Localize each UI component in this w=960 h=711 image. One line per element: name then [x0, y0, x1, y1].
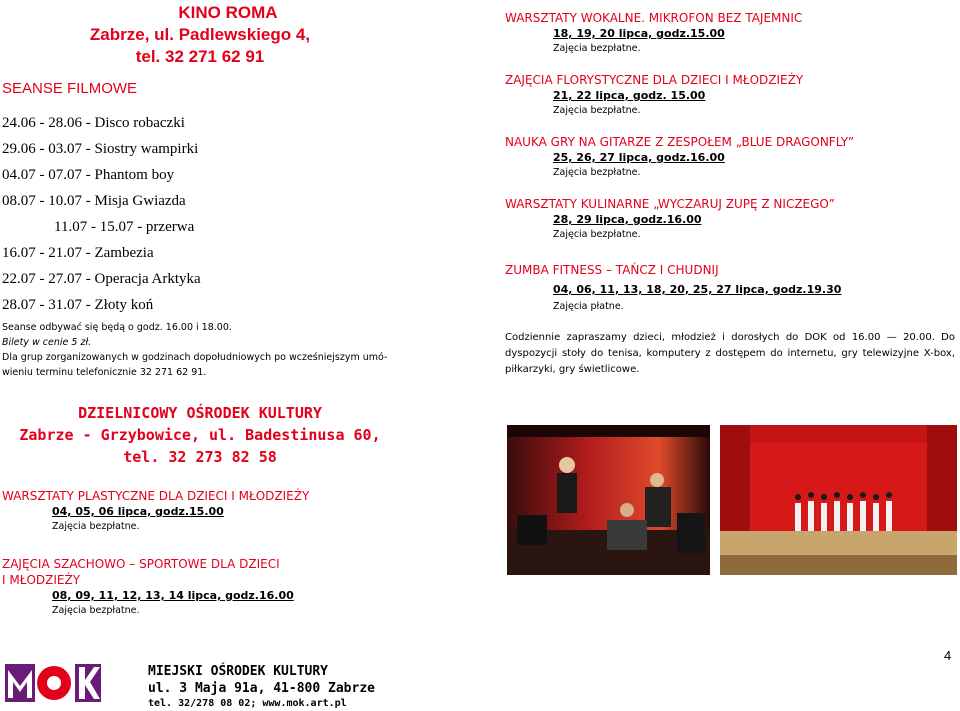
workshop-title: WARSZTATY KULINARNE „WYCZARUJ ZUPĘ Z NICZEGO” [505, 197, 835, 211]
note-groups-2: wieniu terminu telefonicznie 32 271 62 91. [2, 367, 207, 378]
workshop-title: ZUMBA FITNESS – TAŃCZ I CHUDNIJ [505, 263, 719, 277]
workshop-title-cont: I MŁODZIEŻY [2, 573, 81, 587]
film-item: 04.07 - 07.07 - Phantom boy [2, 167, 175, 183]
dok-header [0, 402, 400, 468]
film-item: 28.07 - 31.07 - Złoty koń [2, 297, 154, 313]
workshop-title: WARSZTATY WOKALNE. MIKROFON BEZ TAJEMNIC [505, 11, 803, 25]
workshop-right-4 [505, 196, 955, 262]
footer-org [148, 663, 448, 711]
film-list [2, 110, 201, 318]
workshop-title: ZAJĘCIA FLORYSTYCZNE DLA DZIECI I MŁODZIEŻY [505, 73, 804, 87]
workshop-date: 04, 06, 11, 13, 18, 20, 25, 27 lipca, godz.19.30 [553, 283, 842, 296]
kino-address: Zabrze, ul. Padlewskiego 4, [89, 25, 311, 44]
photo-stage [720, 425, 957, 575]
note-price: Bilety w cenie 5 zł. [2, 337, 92, 348]
page-number: 4 [944, 648, 952, 663]
workshop-note: Zajęcia bezpłatne. [553, 43, 641, 54]
photo-concert-image [507, 425, 710, 575]
workshop-left-1 [2, 488, 442, 534]
workshop-date: 28, 29 lipca, godz.16.00 [553, 213, 702, 226]
mok-logo-graphic [5, 664, 101, 702]
workshop-title: WARSZTATY PLASTYCZNE DLA DZIECI I MŁODZIEŻY [2, 489, 310, 503]
workshop-title: NAUKA GRY NA GITARZE Z ZESPOŁEM „BLUE DRAGONFLY” [505, 135, 855, 149]
workshop-date: 04, 05, 06 lipca, godz.15.00 [52, 505, 224, 518]
workshop-note: Zajęcia bezpłatne. [553, 105, 641, 116]
workshop-note: Zajęcia bezpłatne. [52, 521, 140, 532]
workshop-date: 18, 19, 20 lipca, godz.15.00 [553, 27, 725, 40]
footer-address: ul. 3 Maja 91a, 41-800 Zabrze [148, 681, 375, 696]
seanse-heading: SEANSE FILMOWE [2, 80, 138, 97]
workshop-note: Zajęcia płatne. [553, 301, 624, 312]
workshop-note: Zajęcia bezpłatne. [52, 605, 140, 616]
workshop-right-3 [505, 134, 955, 196]
footer-org-name: MIEJSKI OŚRODEK KULTURY [148, 664, 329, 679]
workshop-note: Zajęcia bezpłatne. [553, 229, 641, 240]
dok-phone: tel. 32 273 82 58 [123, 448, 277, 466]
note-groups-1: Dla grup zorganizowanych w godzinach dopołudniowych po wcześniejszym umó- [2, 352, 388, 363]
workshop-date: 08, 09, 11, 12, 13, 14 lipca, godz.16.00 [52, 589, 294, 602]
film-item: 22.07 - 27.07 - Operacja Arktyka [2, 271, 201, 287]
workshop-right-5 [505, 262, 955, 330]
kino-phone: tel. 32 271 62 91 [135, 47, 265, 66]
workshop-right-2 [505, 72, 955, 134]
photo-concert [507, 425, 710, 575]
workshop-date: 21, 22 lipca, godz. 15.00 [553, 89, 706, 102]
film-item: 16.07 - 21.07 - Zambezia [2, 245, 154, 261]
workshop-left-2 [2, 556, 442, 618]
footer-contact: tel. 32/278 08 02; www.mok.art.pl [148, 698, 347, 709]
workshop-date: 25, 26, 27 lipca, godz.16.00 [553, 151, 725, 164]
workshop-right-1 [505, 10, 955, 72]
kino-name: KINO ROMA [178, 3, 278, 22]
note-times: Seanse odbywać się będą o godz. 16.00 i 18.00. [2, 322, 232, 333]
photo-stage-image [720, 425, 957, 575]
workshop-title: ZAJĘCIA SZACHOWO – SPORTOWE DLA DZIECI [2, 557, 280, 571]
right-workshops [505, 10, 955, 378]
film-item: 08.07 - 10.07 - Misja Gwiazda [2, 193, 186, 209]
daily-info: Codziennie zapraszamy dzieci, młodzież i dorosłych do DOK od 16.00 — 20.00. Do dyspozycji stoły do tenisa, komputery z dostępem do internetu, gry telewizyjne X-box, piłkarzyki, gry świetlicowe. [505, 332, 955, 375]
kino-header [0, 2, 400, 68]
dok-address: Zabrze - Grzybowice, ul. Badestinusa 60, [19, 426, 381, 444]
film-item: 11.07 - 15.07 - przerwa [54, 219, 195, 235]
film-item: 24.06 - 28.06 - Disco robaczki [2, 115, 185, 131]
film-item: 29.06 - 03.07 - Siostry wampirki [2, 141, 199, 157]
film-notes [2, 320, 442, 380]
dok-name: DZIELNICOWY OŚRODEK KULTURY [78, 404, 322, 422]
mok-logo [5, 664, 101, 702]
workshop-note: Zajęcia bezpłatne. [553, 167, 641, 178]
